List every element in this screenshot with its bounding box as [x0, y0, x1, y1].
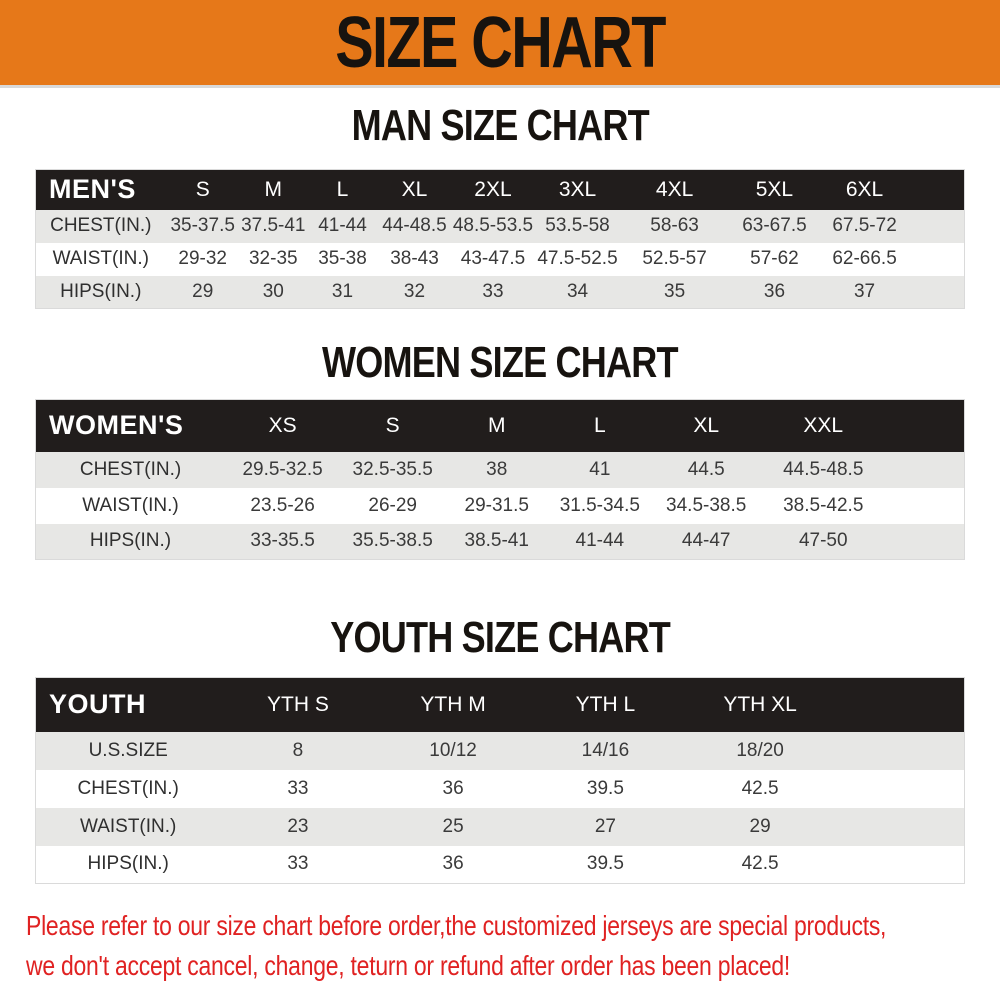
size-chart-banner: [0, 0, 1000, 88]
size-cell: 35-38: [318, 248, 367, 269]
size-cell: 58-63: [650, 215, 699, 236]
women-section-title: WOMEN SIZE CHART: [322, 338, 678, 387]
size-cell: 29.5-32.5: [242, 458, 323, 480]
size-cell: 63-67.5: [742, 215, 807, 236]
man-col-header: XL: [401, 177, 428, 201]
women-corner-label: WOMEN'S: [49, 410, 184, 441]
youth-section-title-wrap: [0, 614, 1000, 662]
size-cell: 35-37.5: [170, 215, 235, 236]
man-section-title: MAN SIZE CHART: [351, 101, 649, 150]
row-label: WAIST(IN.): [82, 494, 179, 516]
youth-section-title: YOUTH SIZE CHART: [330, 613, 670, 662]
man-section-title-wrap: [0, 102, 1000, 150]
man-col-header: 6XL: [845, 177, 884, 201]
size-cell: 67.5-72: [832, 215, 897, 236]
size-cell: 34.5-38.5: [666, 494, 747, 516]
row-label: CHEST(IN.): [50, 215, 152, 236]
youth-corner-label: YOUTH: [49, 689, 146, 720]
women-col-header: L: [593, 413, 606, 437]
man-col-header: 4XL: [655, 177, 694, 201]
youth-col-header: YTH M: [420, 692, 486, 716]
filler-cell: [885, 524, 964, 560]
size-cell: 31: [331, 280, 354, 302]
size-cell: 33-35.5: [250, 530, 315, 552]
size-cell: 47-50: [798, 530, 848, 552]
size-cell: 29: [192, 280, 214, 302]
size-cell: 44.5-48.5: [783, 458, 864, 480]
size-cell: 42.5: [741, 853, 779, 875]
filler-cell: [910, 276, 965, 309]
youth-header-row: [36, 678, 965, 732]
man-col-header: 2XL: [474, 177, 512, 201]
table-row: [36, 524, 965, 560]
man-size-table: [35, 169, 965, 309]
size-cell: 34: [566, 280, 589, 302]
size-cell: 52.5-57: [642, 248, 707, 269]
women-col-header: S: [385, 413, 400, 437]
man-col-header: L: [336, 177, 349, 201]
size-cell: 38: [486, 458, 508, 480]
man-col-header: 5XL: [755, 177, 794, 201]
row-label: CHEST(IN.): [77, 777, 179, 799]
women-section-title-wrap: [0, 339, 1000, 387]
size-cell: 26-29: [368, 494, 417, 516]
youth-col-filler: [840, 678, 965, 732]
disclaimer-line-2: we don't accept cancel, change, teturn or refund after order has been placed!: [26, 950, 791, 981]
size-cell: 29-31.5: [464, 494, 529, 516]
man-col-header: 3XL: [558, 177, 597, 201]
women-col-filler: [885, 400, 964, 452]
size-cell: 30: [262, 280, 284, 302]
size-cell: 32: [403, 280, 426, 302]
size-cell: 31.5-34.5: [559, 494, 640, 516]
filler-cell: [840, 808, 965, 846]
table-row: [36, 488, 965, 524]
banner-title: SIZE CHART: [335, 2, 665, 83]
man-corner-label: MEN'S: [49, 174, 136, 205]
size-cell: 41-44: [318, 215, 367, 236]
filler-cell: [885, 488, 964, 524]
man-header-row: [36, 170, 965, 210]
row-label: HIPS(IN.): [89, 530, 172, 552]
size-cell: 33: [287, 777, 309, 799]
man-col-filler: [910, 170, 965, 210]
table-row: [36, 210, 965, 243]
size-cell: 23: [287, 815, 309, 837]
size-cell: 29: [749, 815, 771, 837]
row-label: WAIST(IN.): [79, 815, 177, 837]
youth-col-header: YTH S: [267, 692, 329, 716]
size-cell: 44-47: [681, 530, 731, 552]
filler-cell: [910, 243, 965, 276]
table-row: [36, 808, 965, 846]
row-label: HIPS(IN.): [87, 853, 169, 875]
size-cell: 41: [589, 458, 611, 480]
size-cell: 48.5-53.5: [452, 215, 534, 236]
size-cell: 32-35: [248, 248, 298, 269]
size-cell: 36: [442, 777, 464, 799]
size-cell: 8: [292, 739, 304, 761]
size-cell: 36: [763, 280, 786, 302]
size-cell: 43-47.5: [460, 248, 526, 269]
women-size-table: [35, 399, 965, 560]
youth-col-header: YTH L: [575, 692, 636, 716]
table-row: [36, 276, 965, 309]
size-cell: 33: [482, 280, 504, 302]
filler-cell: [885, 452, 964, 488]
size-cell: 53.5-58: [545, 215, 610, 236]
size-cell: 57-62: [750, 248, 799, 269]
filler-cell: [840, 732, 965, 770]
women-col-header: XXL: [803, 413, 844, 437]
size-cell: 10/12: [429, 739, 477, 761]
size-cell: 18/20: [736, 739, 784, 761]
size-cell: 38.5-41: [464, 530, 529, 552]
youth-size-table: [35, 677, 965, 884]
size-cell: 33: [287, 853, 309, 875]
size-cell: 25: [442, 815, 464, 837]
row-label: WAIST(IN.): [52, 248, 149, 269]
row-label: HIPS(IN.): [60, 280, 142, 302]
size-cell: 23.5-26: [250, 494, 315, 516]
disclaimer-line-1: Please refer to our size chart before order,the customized jerseys are special products,: [26, 910, 887, 941]
filler-cell: [840, 846, 965, 884]
size-cell: 36: [442, 853, 464, 875]
size-cell: 44.5: [687, 458, 725, 480]
size-cell: 14/16: [581, 739, 630, 761]
size-cell: 38.5-42.5: [783, 494, 864, 516]
man-col-header: M: [264, 177, 283, 201]
size-cell: 39.5: [586, 777, 624, 799]
size-cell: 38-43: [390, 248, 439, 269]
size-cell: 35.5-38.5: [352, 530, 433, 552]
table-row: [36, 732, 965, 770]
size-cell: 27: [594, 815, 616, 837]
size-cell: 37: [853, 280, 876, 302]
table-row: [36, 770, 965, 808]
filler-cell: [910, 210, 965, 243]
table-row: [36, 452, 965, 488]
size-cell: 42.5: [741, 777, 779, 799]
size-cell: 39.5: [586, 853, 624, 875]
table-row: [36, 846, 965, 884]
size-cell: 41-44: [575, 530, 625, 552]
women-col-header: M: [487, 413, 506, 437]
row-label: U.S.SIZE: [88, 739, 168, 761]
women-header-row: [36, 400, 965, 452]
size-cell: 29-32: [178, 248, 227, 269]
size-cell: 37.5-41: [241, 215, 306, 236]
filler-cell: [840, 770, 965, 808]
man-col-header: S: [195, 177, 210, 201]
youth-col-header: YTH XL: [723, 692, 797, 716]
size-cell: 47.5-52.5: [537, 248, 618, 269]
row-label: CHEST(IN.): [79, 458, 182, 480]
disclaimer-note: [0, 906, 1000, 986]
size-cell: 35: [664, 280, 686, 302]
women-col-header: XS: [268, 413, 297, 437]
table-row: [36, 243, 965, 276]
women-col-header: XL: [693, 413, 720, 437]
size-cell: 44-48.5: [382, 215, 447, 236]
size-cell: 32.5-35.5: [352, 458, 433, 480]
size-cell: 62-66.5: [832, 248, 897, 269]
